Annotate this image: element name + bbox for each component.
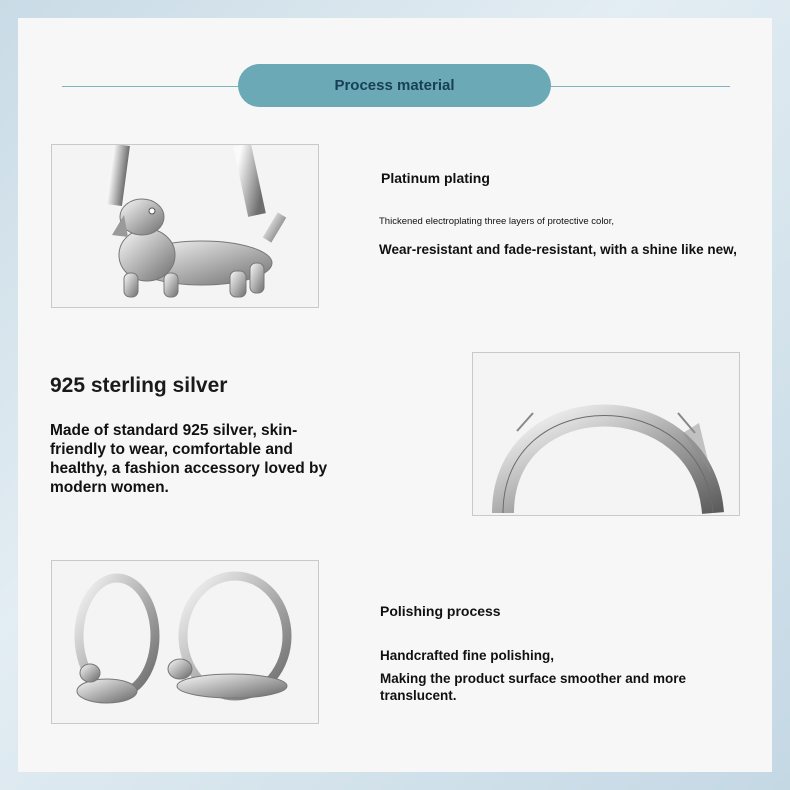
polishing-line-1: Handcrafted fine polishing, [380,648,555,663]
silver-title: 925 sterling silver [50,374,228,397]
polishing-line-2: Making the product surface smoother and more translucent. [380,671,687,703]
platinum-line-1: Thickened electroplating three layers of protective color, [379,216,614,227]
platinum-line-2: Wear-resistant and fade-resistant, with a shine like new, [379,242,737,257]
hoop-closeup-photo [472,352,740,516]
header-rule-left [62,86,240,87]
hoop-drawing [473,353,740,516]
silver-description: Made of standard 925 silver, skin-friendly to wear, comfortable and healthy, a fashion accessory loved by modern women. [50,422,328,496]
dog-charm-closeup-photo [51,144,319,308]
earring-pair-photo [51,560,319,724]
section-title: Process material [334,77,455,94]
polishing-title: Polishing process [380,603,501,619]
header-rule-right [550,86,730,87]
earring-pair-drawing [52,561,319,724]
dog-charm-drawing [52,145,319,308]
platinum-title: Platinum plating [381,170,490,186]
section-title-pill [238,64,551,107]
